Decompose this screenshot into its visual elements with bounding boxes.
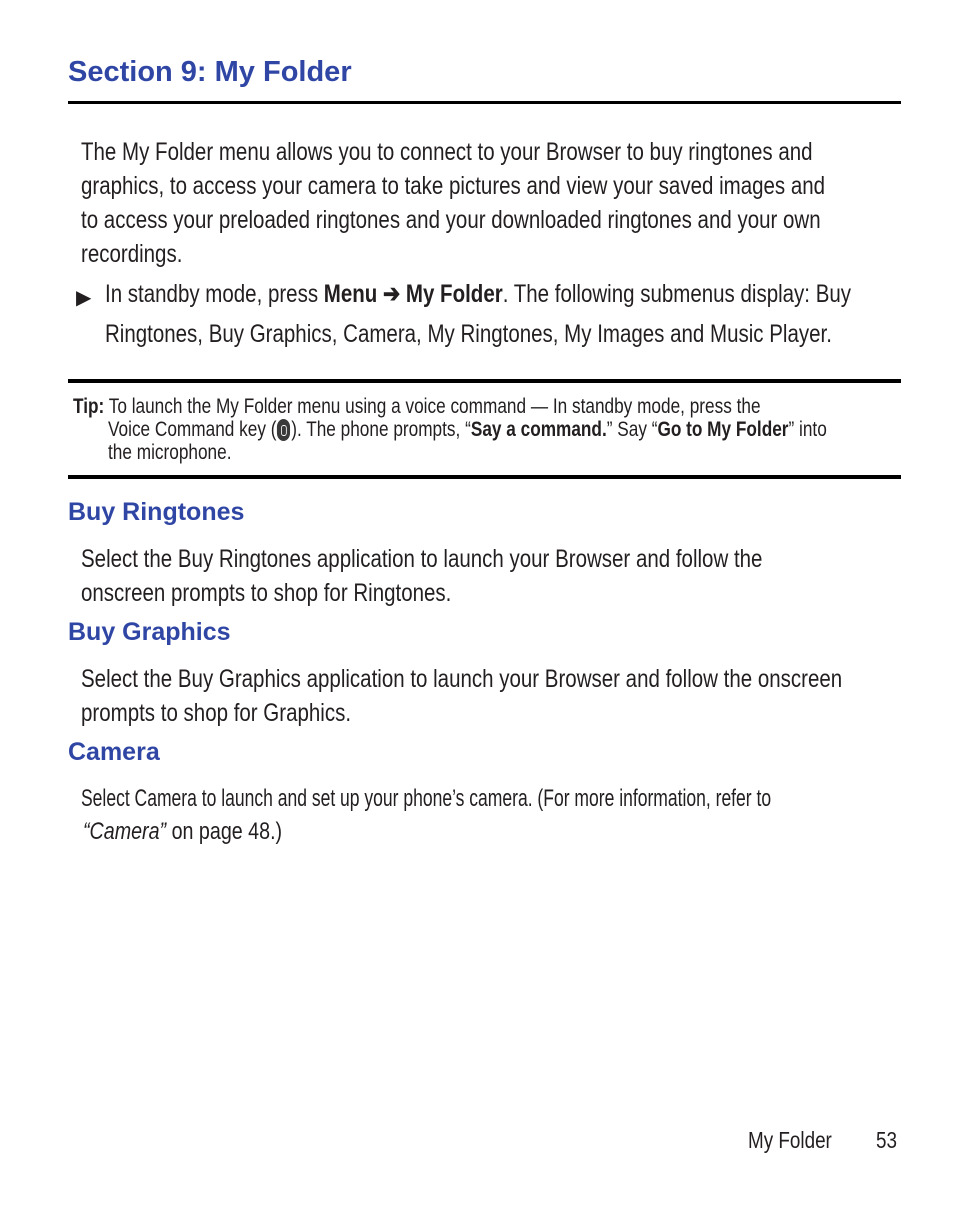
step-suffix: . The following submenus display: Buy [502,280,852,308]
tip-text: ” Say “ [606,418,658,441]
intro-line: The My Folder menu allows you to connect to your Browser to buy ringtones and [81,138,813,166]
title-rule [68,101,901,104]
footer-section-label: My Folder [748,1127,832,1153]
tip-text: Voice Command key ( [108,418,277,441]
heading-camera: Camera [68,738,160,766]
tip-text: ” into [788,418,827,441]
step-prefix: In standby mode, press [105,280,324,308]
my-folder-key: My Folder [405,280,503,308]
heading-buy-graphics: Buy Graphics [68,618,231,646]
tip-line2 [108,418,954,441]
bullet-arrow-icon: ▶ [76,287,92,309]
paragraph-line: prompts to shop for Graphics. [81,699,352,727]
tip-line1: To launch the My Folder menu using a voice command — In standby mode, press the [108,395,761,418]
step-instruction [105,277,954,311]
intro-paragraph [81,135,954,271]
paragraph-line: onscreen prompts to shop for Ringtones. [81,579,452,607]
step-line2: Ringtones, Buy Graphics, Camera, My Ringtones, My Images and Music Player. [105,320,832,348]
say-command-text: Say a command. [470,418,607,441]
go-to-my-folder-text: Go to My Folder [657,418,789,441]
tip-top-rule [68,379,901,383]
tip-box [73,395,911,418]
paragraph-line: Select the Buy Graphics application to launch your Browser and follow the onscreen [81,665,843,693]
tip-text: the microphone. [108,441,232,464]
intro-line: recordings. [81,240,183,268]
step-instruction-line2 [105,317,954,351]
paragraph-line: Select Camera to launch and set up your phone’s camera. (For more information, refer to [81,785,772,812]
footer-page-number [876,1127,902,1154]
tip-line3 [108,441,259,464]
buy-graphics-paragraph [81,662,954,730]
arrow-separator: ➔ [377,280,406,308]
camera-line2 [83,818,326,846]
footer-section-name [748,1127,850,1154]
heading-buy-ringtones: Buy Ringtones [68,498,245,526]
intro-line: graphics, to access your camera to take pictures and view your saved images and [81,172,826,200]
camera-reference-link[interactable]: “Camera” [83,818,167,845]
tip-label: Tip: [73,395,105,418]
page-number: 53 [876,1127,897,1153]
tip-bottom-rule [68,475,901,479]
menu-key: Menu [323,280,378,308]
intro-line: to access your preloaded ringtones and your downloaded ringtones and your own [81,206,821,234]
tip-text: ). The phone prompts, “ [291,418,471,441]
page-title: Section 9: My Folder [68,56,352,88]
buy-ringtones-paragraph [81,542,912,610]
camera-line1 [81,785,954,813]
voice-command-key-icon [277,419,290,441]
paragraph-line: Select the Buy Ringtones application to launch your Browser and follow the [81,545,763,573]
page-reference: on page 48.) [166,818,283,845]
